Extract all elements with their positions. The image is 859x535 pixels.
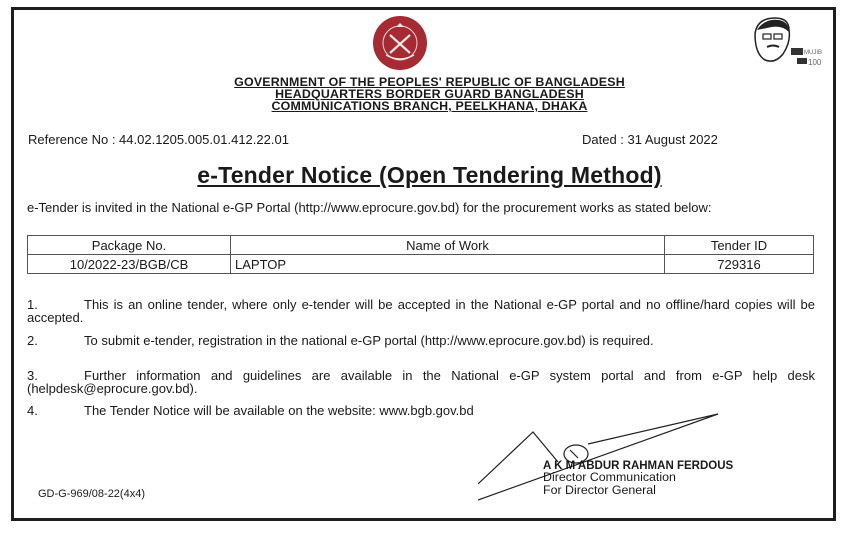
item-text: To submit e-tender, registration in the national e-GP portal (http://www.eprocure.gov.bd) is required.	[84, 333, 654, 348]
mujib-100-portrait-icon	[745, 14, 825, 72]
item-number: 2.	[27, 333, 38, 348]
item-number: 4.	[27, 403, 38, 418]
cell-name-of-work: LAPTOP	[231, 255, 665, 274]
tender-table	[27, 235, 814, 274]
heading-line-branch: COMMUNICATIONS BRANCH, PEELKHANA, DHAKA	[271, 99, 588, 113]
list-item	[27, 334, 815, 347]
signatory-name: A K M ABDUR RAHMAN FERDOUS	[543, 460, 734, 472]
header-name-of-work: Name of Work	[231, 236, 665, 255]
signatory-title-line1: Director Communication	[543, 470, 676, 484]
header-tender-id: Tender ID	[665, 236, 814, 255]
cell-package-no: 10/2022-23/BGB/CB	[28, 255, 231, 274]
reference-number: Reference No : 44.02.1205.005.01.412.22.01	[28, 132, 289, 147]
cell-tender-id: 729316	[665, 255, 814, 274]
signatory-title	[543, 471, 676, 496]
issuer-heading	[0, 76, 859, 112]
item-text: The Tender Notice will be available on the website: www.bgb.gov.bd	[84, 403, 474, 418]
bgb-emblem-icon	[372, 15, 428, 71]
notice-date: Dated : 31 August 2022	[582, 132, 718, 147]
list-item	[27, 369, 815, 395]
intro-paragraph: e-Tender is invited in the National e-GP Portal (http://www.eprocure.gov.bd) for the procurement works as stated below:	[27, 200, 712, 215]
heading-line-headquarters: HEADQUARTERS BORDER GUARD BANGLADESH	[275, 87, 584, 101]
list-item	[27, 298, 815, 324]
svg-text:100: 100	[808, 58, 822, 67]
signatory-title-line2: For Director General	[543, 482, 656, 497]
item-text: Further information and guidelines are available in the National e-GP system portal and from e-GP help desk (helpdesk@eprocure.gov.bd).	[27, 368, 815, 396]
footer-code: GD-G-969/08-22(4x4)	[38, 488, 145, 500]
heading-line-government: GOVERNMENT OF THE PEOPLES' REPUBLIC OF BANGLADESH	[234, 75, 625, 89]
notice-title: e-Tender Notice (Open Tendering Method)	[197, 162, 662, 188]
header-package-no: Package No.	[28, 236, 231, 255]
item-text: This is an online tender, where only e-tender will be accepted in the National e-GP portal and no offline/hard copies will be accepted.	[27, 297, 815, 325]
svg-text:MUJIB: MUJIB	[804, 50, 822, 56]
item-number: 3.	[27, 368, 38, 383]
table-header-row	[28, 236, 814, 255]
table-row	[28, 255, 814, 274]
item-number: 1.	[27, 297, 38, 312]
